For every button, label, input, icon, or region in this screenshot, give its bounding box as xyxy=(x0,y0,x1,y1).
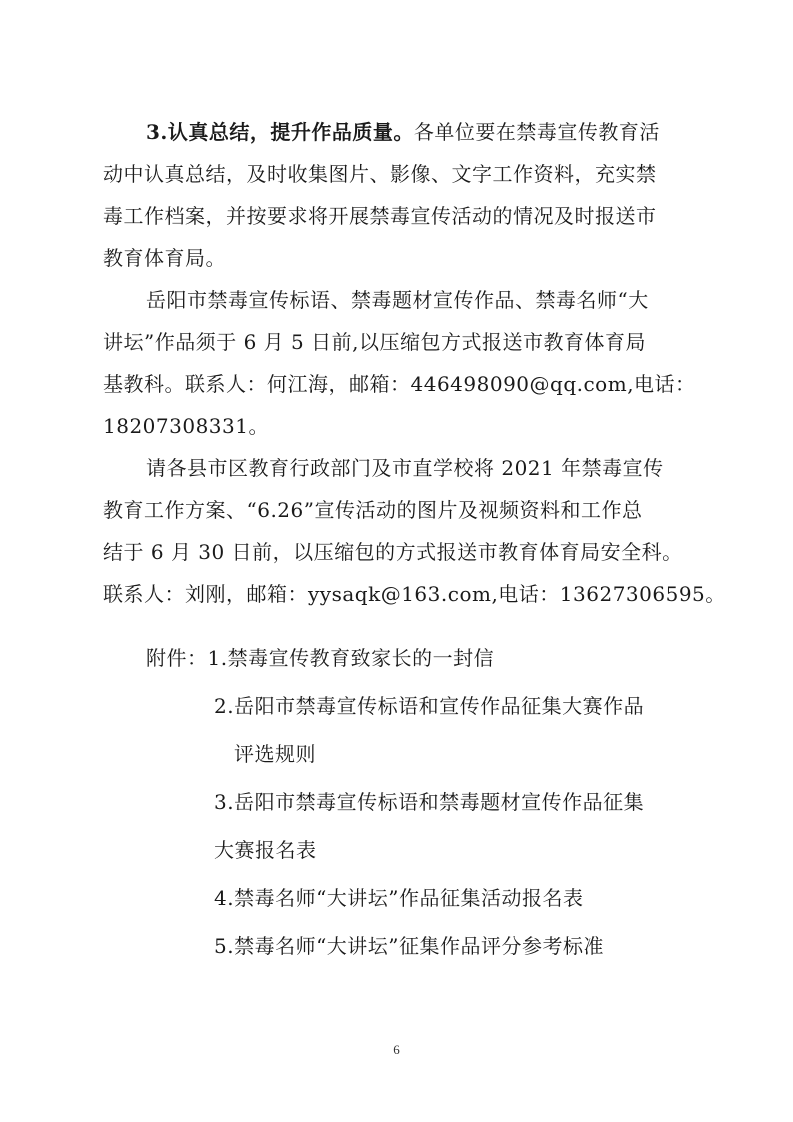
attachment-item-4: 4.禁毒名师“大讲坛”作品征集活动报名表 xyxy=(214,886,584,910)
section3-first-line xyxy=(146,118,736,146)
page-number: 6 xyxy=(393,1042,400,1057)
section3-line1-text: 各单位要在禁毒宣传教育活 xyxy=(413,120,660,144)
works-para-line4: 18207308331。 xyxy=(103,414,269,438)
attachment-list-first-line xyxy=(146,644,706,672)
attachment-label: 附件： xyxy=(146,646,208,670)
plans-para-line1: 请各县市区教育行政部门及市直学校将 2021 年禁毒宣传 xyxy=(146,456,664,480)
attachment-item-1: 1.禁毒宣传教育致家长的一封信 xyxy=(207,646,495,670)
section3-line4: 教育体育局。 xyxy=(103,246,226,270)
attachment-item-2-line1: 2.岳阳市禁毒宣传标语和宣传作品征集大赛作品 xyxy=(214,694,645,718)
works-para-line3: 基教科。联系人：何江海，邮箱：446498090@qq.com,电话： xyxy=(103,372,696,396)
section3-line3: 毒工作档案，并按要求将开展禁毒宣传活动的情况及时报送市 xyxy=(103,204,657,228)
works-para-line1: 岳阳市禁毒宣传标语、禁毒题材宣传作品、禁毒名师“大 xyxy=(146,288,649,312)
plans-para-line3: 结于 6 月 30 日前，以压缩包的方式报送市教育体育局安全科。 xyxy=(103,540,683,564)
attachment-item-3-line1: 3.岳阳市禁毒宣传标语和禁毒题材宣传作品征集 xyxy=(214,790,645,814)
attachment-item-2-line2: 评选规则 xyxy=(234,742,316,766)
plans-para-line2: 教育工作方案、“6.26”宣传活动的图片及视频资料和工作总 xyxy=(103,498,643,522)
attachment-item-5: 5.禁毒名师“大讲坛”征集作品评分参考标准 xyxy=(214,934,605,958)
section3-heading: 3.认真总结，提升作品质量。 xyxy=(146,120,414,144)
works-para-line2: 讲坛”作品须于 6 月 5 日前,以压缩包方式报送市教育体育局 xyxy=(103,330,646,354)
attachment-item-3-line2: 大赛报名表 xyxy=(214,838,317,862)
plans-para-line4: 联系人：刘刚，邮箱：yysaqk@163.com,电话：13627306595。 xyxy=(103,582,726,606)
section3-line2: 动中认真总结，及时收集图片、影像、文字工作资料，充实禁 xyxy=(103,162,657,186)
